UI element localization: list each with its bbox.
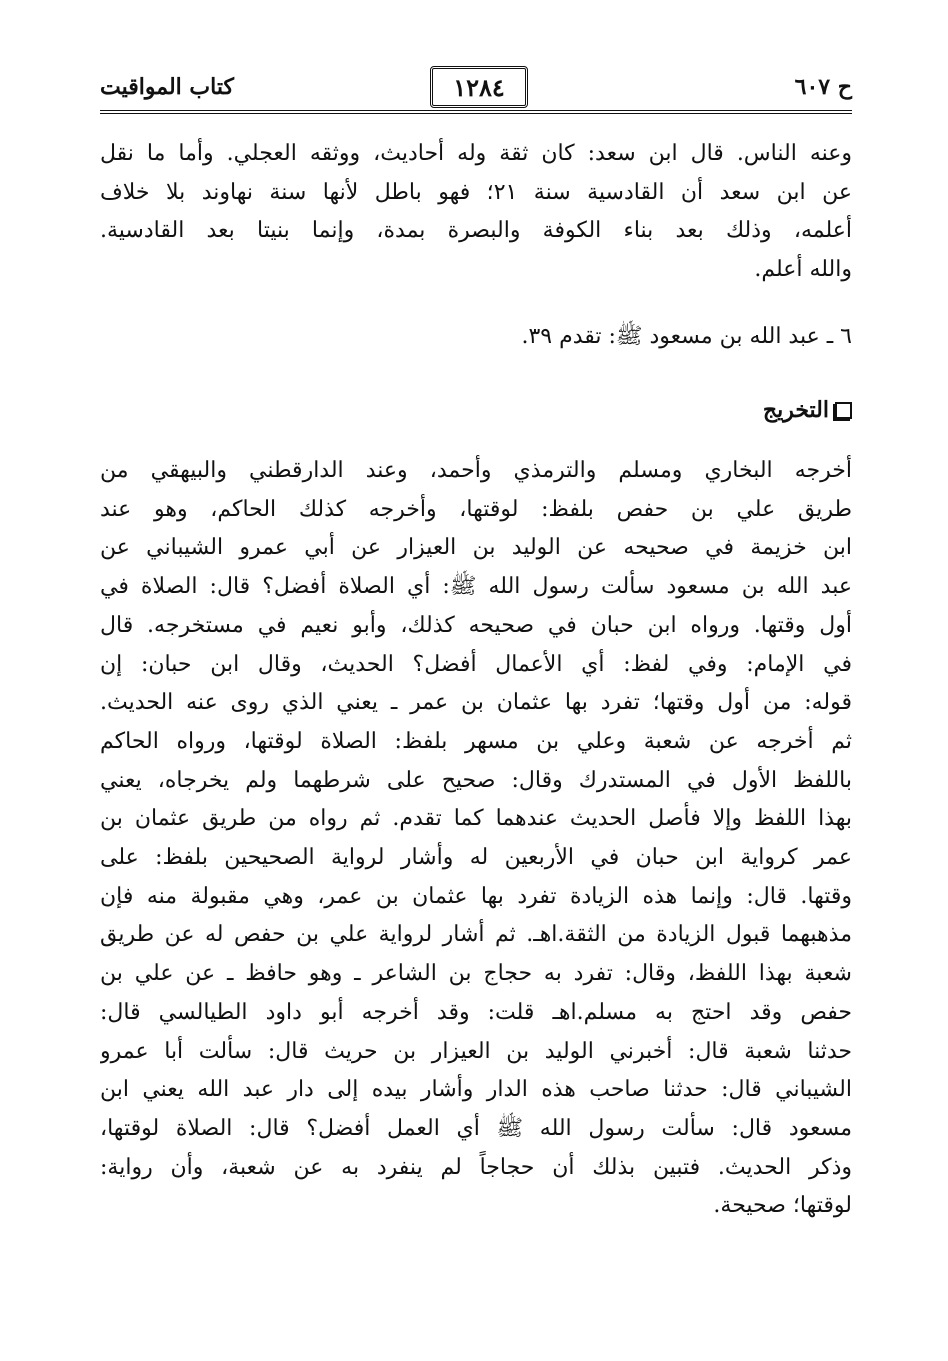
narrator-entry: ٦ ـ عبد الله بن مسعود ﷺ: تقدم ٣٩. — [521, 324, 852, 349]
text-line: وقتها. قال: وإنما هذه الزيادة تفرد بها عثمان بن عمر، وهي مقبولة منه فإن — [100, 883, 852, 909]
text-line: قوله: من أول وقتها؛ تفرد بها عثمان بن عمر ـ يعني الذي روى عنه الحديث. — [100, 690, 852, 716]
text-line: لوقتها؛ صحيحة. — [713, 1193, 852, 1219]
text-line: حفص وقد احتج به مسلم.اهـ قلت: وقد أخرجه أبو داود الطيالسي قال: — [100, 999, 852, 1025]
chapter-reference: ح ٦٠٧ — [794, 74, 852, 100]
header-rule — [100, 110, 852, 114]
text-line: باللفظ الأول في المستدرك وقال: صحيح على شرطهما ولم يخرجاه، يعني — [100, 767, 852, 793]
text-line: ابن خزيمة في صحيحه عن الوليد بن العيزار عن أبي عمرو الشيباني عن — [100, 535, 852, 561]
book-title: كتاب المواقيت — [100, 74, 234, 100]
text-line: طريق علي بن حفص بلفظ: لوقتها، وأخرجه كذلك الحاكم، وهو عند — [100, 496, 852, 522]
text-line: شعبة بهذا اللفظ، وقال: تفرد به حجاج بن الشاعر ـ وهو حافظ ـ عن علي بن — [100, 961, 852, 987]
text-line: أول وقتها. ورواه ابن حبان في صحيحه كذلك، وأبو نعيم في مستخرجه. قال — [100, 612, 852, 638]
text-line: في الإمام: وفي لفظ: أي الأعمال أفضل؟ الحديث، وقال ابن حبان: إن — [100, 651, 852, 677]
text-line: عبد الله بن مسعود سألت رسول الله ﷺ: أي الصلاة أفضل؟ قال: الصلاة في — [100, 574, 852, 600]
takhrij-paragraph — [100, 452, 852, 1226]
intro-paragraph — [100, 135, 852, 290]
text-line: ثم أخرجه عن شعبة وعلي بن مسهر بلفظ: الصلاة لوقتها، ورواه الحاكم — [100, 728, 852, 754]
text-line: بهذا اللفظ وإلا فأصل الحديث عندهما كما تقدم. ثم رواه من طريق عثمان بن — [100, 806, 852, 832]
text-line: وذكر الحديث. فتبين بذلك أن حجاجاً لم ينفرد به عن شعبة، وأن رواية: — [100, 1154, 852, 1180]
text-line: حدثنا شعبة قال: أخبرني الوليد بن العيزار بن حريث قال: سألت أبا عمرو — [100, 1038, 852, 1064]
box-icon — [835, 402, 852, 419]
page-header — [100, 66, 852, 106]
text-line: والله أعلم. — [754, 257, 852, 283]
section-title: التخريج — [762, 397, 829, 423]
text-line: وعنه الناس. قال ابن سعد: كان ثقة وله أحاديث، ووثقه العجلي. وأما ما نقل — [100, 141, 852, 166]
text-line: أعلمه، وذلك بعد بناء الكوفة والبصرة بمدة، وإنما بنيتا بعد القادسية. — [100, 218, 852, 244]
page-number: ١٢٨٤ — [430, 66, 528, 108]
text-line: مذهبهما قبول الزيادة من الثقة.اهـ. ثم أشار لرواية علي بن حفص له عن طريق — [100, 922, 852, 948]
text-line: أخرجه البخاري ومسلم والترمذي وأحمد، وعند الدارقطني والبيهقي من — [100, 458, 852, 483]
text-line: عن ابن سعد أن القادسية سنة ٢١؛ فهو باطل لأنها سنة نهاوند بلا خلاف — [100, 179, 852, 205]
section-heading — [763, 397, 852, 423]
text-line: الشيباني قال: حدثنا صاحب هذه الدار وأشار بيده إلى دار عبد الله يعني ابن — [100, 1077, 852, 1103]
text-line: مسعود قال: سألت رسول الله ﷺ أي العمل أفضل؟ قال: الصلاة لوقتها، — [100, 1115, 852, 1141]
text-line: عمر كرواية ابن حبان في الأربعين له وأشار لرواية الصحيحين بلفظ: على — [100, 845, 852, 871]
